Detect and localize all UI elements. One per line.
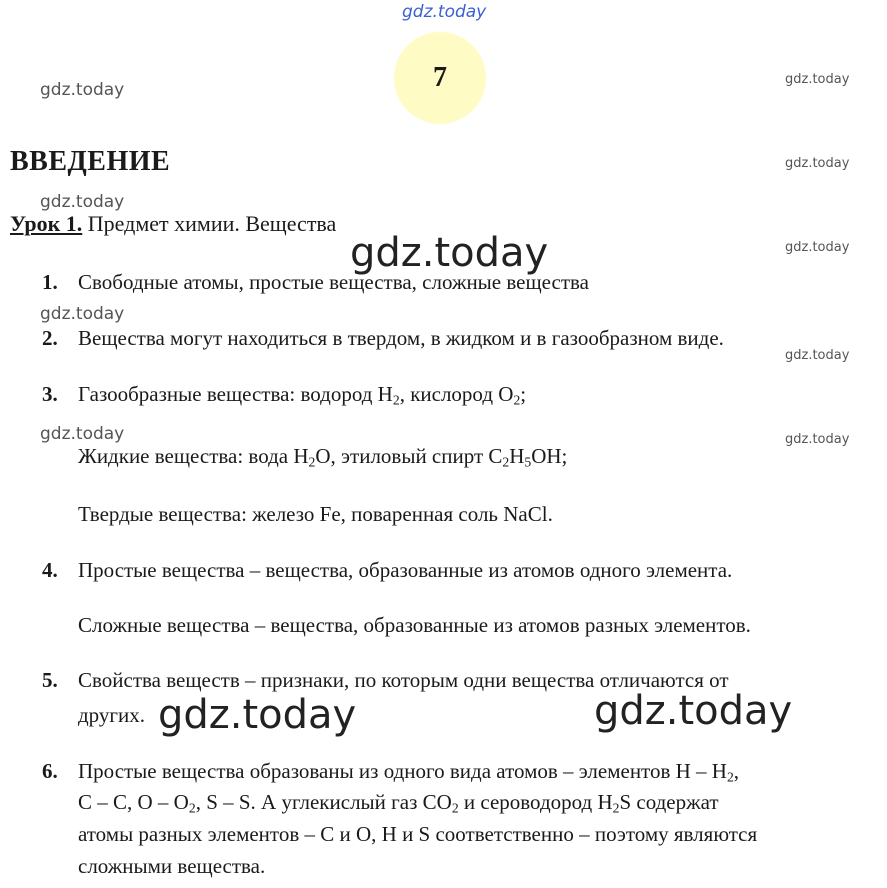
- item-line: Твердые вещества: железо Fe, поваренная соль NaCl.: [78, 502, 553, 526]
- item-line: атомы разных элементов – C и O, H и S соответственно – поэтому являются: [78, 822, 758, 846]
- item-line: Свойства веществ – признаки, по которым одни вещества отличаются от: [78, 668, 729, 692]
- watermark-top: gdz.today: [402, 2, 487, 22]
- watermark: gdz.today: [40, 80, 125, 100]
- watermark: gdz.today: [785, 348, 850, 363]
- item-line: Сложные вещества – вещества, образованные из атомов разных элементов.: [78, 613, 751, 637]
- lesson-heading: [10, 211, 336, 237]
- item-line: Свободные атомы, простые вещества, сложные вещества: [78, 270, 589, 294]
- item-line: Вещества могут находиться в твердом, в жидком и в газообразном виде.: [78, 326, 724, 350]
- item-line: Простые вещества – вещества, образованные из атомов одного элемента.: [78, 558, 733, 582]
- item-number: 2.: [42, 326, 58, 350]
- watermark-large: gdz.today: [350, 230, 549, 276]
- watermark-large: gdz.today: [158, 692, 357, 738]
- item-number: 4.: [42, 558, 58, 582]
- section-title: ВВЕДЕНИЕ: [10, 146, 171, 177]
- item-line: Жидкие вещества: вода $H_2O$, этиловый спирт $C_2H_5OH$;: [78, 444, 568, 470]
- watermark: gdz.today: [40, 424, 125, 444]
- item-number: 6.: [42, 759, 58, 783]
- page-number: 7: [394, 32, 486, 124]
- watermark: gdz.today: [785, 432, 850, 447]
- item-number: 3.: [42, 382, 58, 406]
- item-line: других.: [78, 703, 146, 727]
- item-number: 5.: [42, 668, 58, 692]
- item-number: 1.: [42, 270, 58, 294]
- watermark: gdz.today: [785, 72, 850, 87]
- watermark: gdz.today: [785, 240, 850, 255]
- item-line: сложными вещества.: [78, 854, 266, 878]
- watermark: gdz.today: [785, 156, 850, 171]
- lesson-title: Предмет химии. Вещества: [82, 211, 337, 236]
- lesson-label: Урок 1.: [10, 211, 83, 236]
- watermark: gdz.today: [40, 304, 125, 324]
- watermark: gdz.today: [40, 192, 125, 212]
- item-line: Газообразные вещества: водород $H_2$, кислород $O_2$;: [78, 382, 527, 408]
- watermark-large: gdz.today: [594, 688, 793, 734]
- item-line: Простые вещества образованы из одного вида атомов – элементов H – $H_2$,: [78, 759, 740, 785]
- item-line: C – C, O – $O_2$, S – S. А углекислый газ $CO_2$ и сероводород $H_2S$ содержат: [78, 790, 719, 816]
